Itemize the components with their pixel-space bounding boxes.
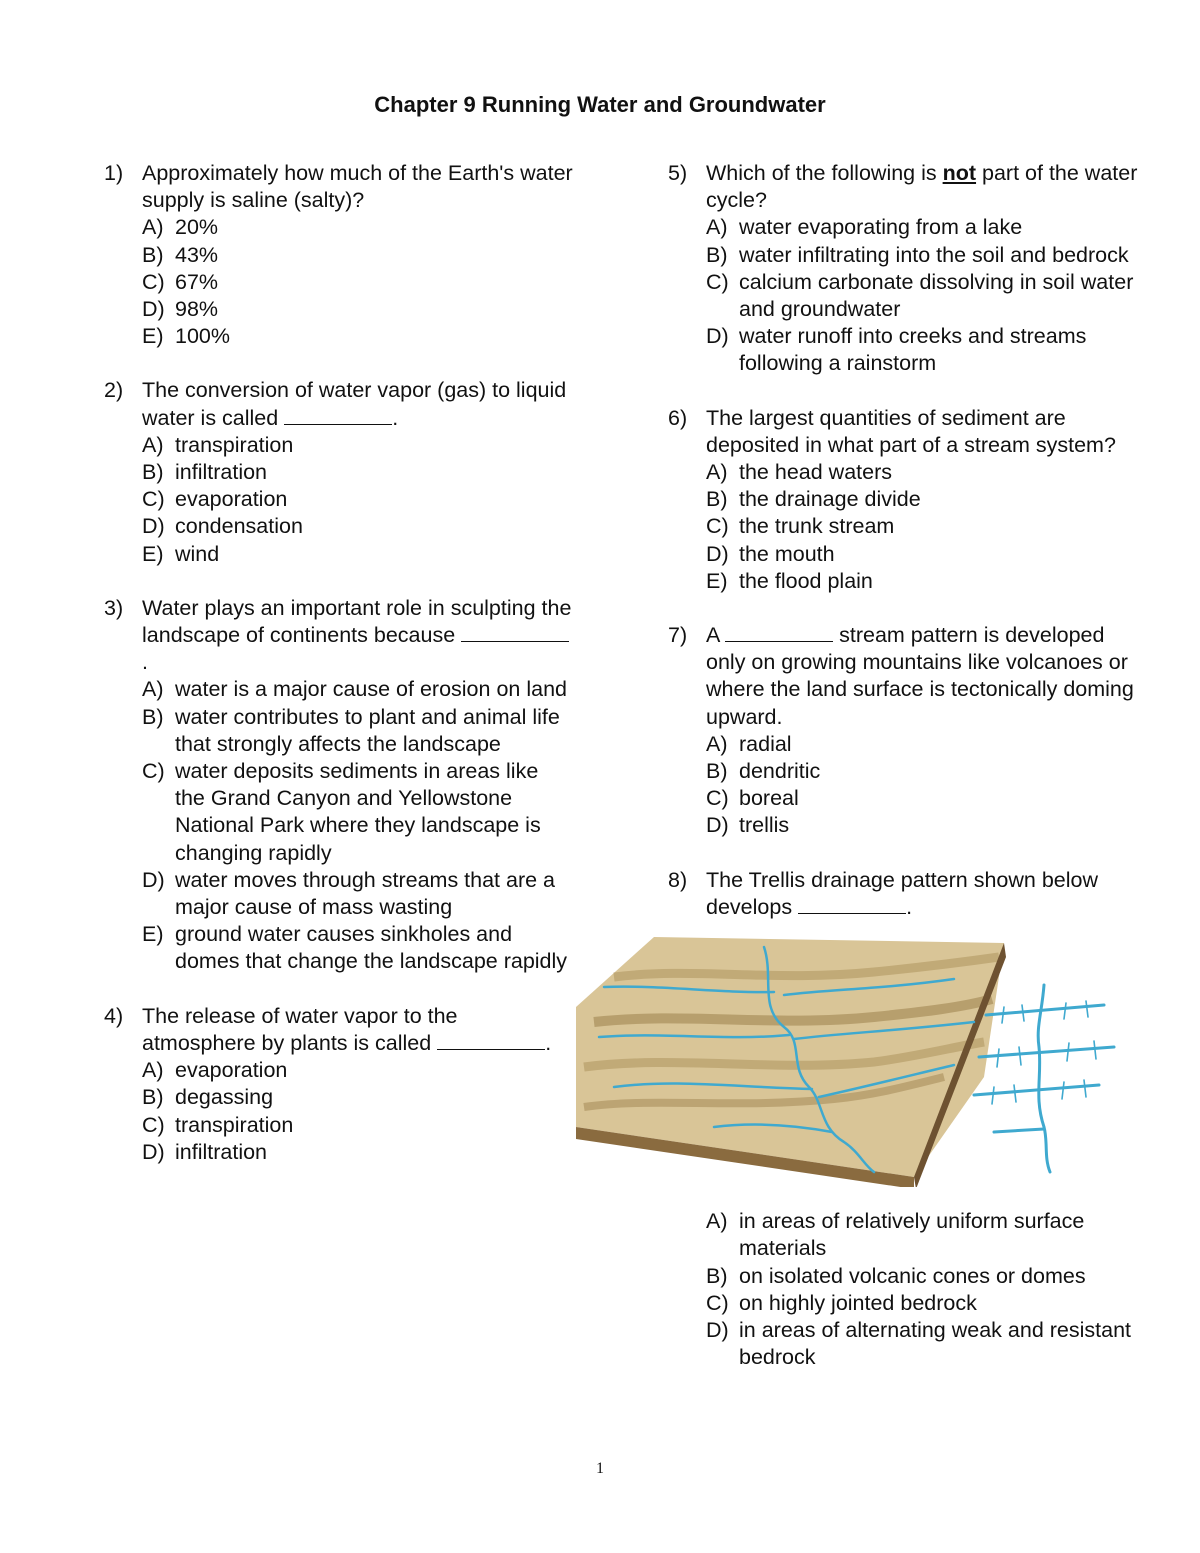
question-text: Approximately how much of the Earth's water supply is saline (salty)? (142, 161, 573, 213)
question-text-before: The conversion of water vapor (gas) to liquid water is called (142, 378, 567, 430)
question-4 (104, 1003, 574, 1166)
choice-item[interactable] (706, 459, 1138, 486)
choice-list (104, 214, 574, 350)
choice-item[interactable] (706, 269, 1138, 323)
choice-text: 43% (175, 242, 219, 267)
choice-item[interactable] (142, 867, 574, 921)
question-number: 6) (668, 405, 688, 430)
trellis-drainage-figure (574, 927, 1134, 1187)
choice-text: radial (739, 731, 792, 756)
choice-letter: B) (142, 242, 164, 267)
question-1 (104, 160, 574, 350)
choice-letter: B) (706, 1263, 728, 1288)
choice-text: the mouth (739, 541, 835, 566)
choice-letter: A) (706, 460, 728, 485)
choice-item[interactable] (142, 541, 574, 568)
choice-item[interactable] (142, 704, 574, 758)
choice-text: calcium carbonate dissolving in soil water and groundwater (739, 269, 1134, 322)
question-text-after: . (392, 405, 399, 430)
schematic-branch (994, 1129, 1044, 1132)
choice-text: ground water causes sinkholes and domes that change the landscape rapidly (175, 922, 568, 974)
choice-letter: D) (706, 1318, 729, 1343)
question-5 (668, 160, 1138, 378)
choice-item[interactable] (706, 1317, 1138, 1371)
choice-item[interactable] (142, 323, 574, 350)
choice-letter: C) (706, 269, 729, 294)
choice-text: 67% (175, 269, 219, 294)
choice-item[interactable] (142, 1084, 574, 1111)
choice-list (104, 676, 574, 975)
question-text (706, 622, 1138, 731)
choice-text: condensation (175, 514, 303, 539)
left-column (104, 160, 574, 1193)
choice-item[interactable] (142, 459, 574, 486)
page-title: Chapter 9 Running Water and Groundwater (374, 92, 826, 117)
choice-letter: C) (706, 514, 729, 539)
question-number: 7) (668, 623, 688, 648)
choice-text: 98% (175, 297, 219, 322)
question-2 (104, 377, 574, 567)
choice-item[interactable] (706, 1208, 1138, 1262)
choice-letter: D) (142, 867, 165, 892)
choice-item[interactable] (706, 1290, 1138, 1317)
schematic-rib (1062, 1082, 1064, 1099)
choice-text: water deposits sediments in areas like the Grand Canyon and Yellowstone National Park where they landscape is changing rapidly (175, 759, 541, 865)
choice-letter: A) (706, 731, 728, 756)
choice-letter: C) (142, 269, 165, 294)
schematic-rib (1086, 1001, 1088, 1017)
schematic-rib (1022, 1005, 1024, 1021)
choice-list (104, 432, 574, 568)
question-number: 8) (668, 867, 688, 892)
choice-item[interactable] (706, 323, 1138, 377)
question-text-after: stream pattern is developed only on growing mountains like volcanoes or where the land surface is tectonically doming upward. (706, 623, 1134, 729)
choice-letter: A) (142, 1058, 164, 1083)
choice-list (668, 1208, 1138, 1371)
question-text (142, 1003, 574, 1057)
question-number: 1) (104, 161, 124, 185)
choice-letter: C) (706, 1290, 729, 1315)
question-text: The largest quantities of sediment are deposited in what part of a stream system? (706, 405, 1116, 457)
choice-item[interactable] (706, 214, 1138, 241)
choice-letter: B) (706, 487, 728, 512)
choice-list (668, 731, 1138, 840)
choice-letter: E) (142, 324, 164, 349)
choice-letter: E) (142, 541, 164, 566)
choice-text: transpiration (175, 1112, 294, 1137)
choice-text: on highly jointed bedrock (739, 1290, 977, 1315)
page-number: 1 (596, 1460, 604, 1477)
question-number: 3) (104, 595, 124, 620)
answer-blank (284, 406, 392, 425)
question-3 (104, 595, 574, 976)
question-text (706, 867, 1138, 921)
question-text-after: . (906, 894, 913, 919)
choice-letter: E) (706, 568, 728, 593)
question-text-before: Water plays an important role in sculpting the landscape of continents because (142, 595, 572, 648)
emphasis-word: not (942, 161, 977, 185)
choice-item[interactable] (142, 242, 574, 269)
question-6 (668, 405, 1138, 595)
choice-letter: D) (142, 297, 165, 322)
schematic-rib (1019, 1047, 1021, 1065)
choice-item[interactable] (142, 269, 574, 296)
choice-letter: B) (142, 460, 164, 485)
choice-item[interactable] (706, 541, 1138, 568)
choice-text: 100% (175, 324, 230, 349)
choice-item[interactable] (142, 758, 574, 867)
choice-text: boreal (739, 786, 799, 811)
choice-text: infiltration (175, 1139, 268, 1164)
choice-item[interactable] (142, 296, 574, 323)
answer-blank (725, 623, 833, 642)
choice-letter: C) (142, 759, 165, 784)
choice-letter: D) (706, 324, 729, 349)
choice-letter: B) (706, 759, 728, 784)
choice-text: on isolated volcanic cones or domes (739, 1263, 1086, 1288)
question-text (706, 160, 1138, 214)
choice-letter: D) (706, 813, 729, 838)
choice-text: trellis (739, 813, 790, 838)
choice-text: infiltration (175, 460, 268, 485)
question-text-before: A (706, 623, 720, 648)
question-number: 5) (668, 161, 688, 185)
schematic-rib (1067, 1043, 1069, 1061)
choice-letter: C) (142, 1112, 165, 1137)
choice-item[interactable] (142, 432, 574, 459)
question-text-before: Which of the following is (706, 161, 943, 185)
choice-letter: D) (142, 514, 165, 539)
choice-list (104, 1057, 574, 1166)
choice-text: in areas of alternating weak and resistant bedrock (739, 1318, 1132, 1370)
choice-text: evaporation (175, 487, 288, 512)
choice-item[interactable] (142, 1112, 574, 1139)
choice-text: the head waters (739, 460, 892, 485)
choice-list (668, 214, 1138, 377)
choice-letter: C) (142, 487, 165, 512)
choice-item[interactable] (706, 513, 1138, 540)
choice-letter: B) (142, 1085, 164, 1110)
question-text-after: part of the water cycle? (706, 161, 1138, 213)
choice-text: the drainage divide (739, 487, 921, 512)
question-text-before: The release of water vapor to the atmosphere by plants is called (142, 1003, 458, 1055)
question-text (142, 377, 574, 431)
question-text (142, 595, 574, 677)
choice-list (668, 459, 1138, 595)
choice-item[interactable] (142, 1057, 574, 1084)
choice-letter: A) (142, 432, 164, 457)
choice-letter: C) (706, 786, 729, 811)
choice-text: water infiltrating into the soil and bedrock (739, 242, 1129, 267)
choice-text: the trunk stream (739, 514, 895, 539)
choice-item[interactable] (706, 785, 1138, 812)
choice-item[interactable] (142, 513, 574, 540)
schematic-rib (1064, 1003, 1066, 1019)
choice-letter: D) (706, 541, 729, 566)
schematic-trunk (1038, 985, 1050, 1172)
schematic-rib (1014, 1085, 1016, 1102)
choice-letter: A) (142, 215, 164, 240)
schematic-rib (992, 1087, 994, 1104)
choice-letter: D) (142, 1139, 165, 1164)
choice-item[interactable] (706, 1263, 1138, 1290)
question-number: 2) (104, 378, 124, 403)
choice-text: degassing (175, 1085, 274, 1110)
choice-item[interactable] (706, 731, 1138, 758)
choice-text: water runoff into creeks and streams following a rainstorm (739, 324, 1087, 376)
choice-item[interactable] (706, 758, 1138, 785)
choice-item[interactable] (706, 568, 1138, 595)
choice-item[interactable] (706, 242, 1138, 269)
answer-blank (437, 1031, 545, 1050)
schematic-rib (1094, 1041, 1096, 1059)
right-column (668, 160, 1138, 1399)
choice-letter: A) (706, 1209, 728, 1234)
choice-text: transpiration (175, 432, 294, 457)
question-text-after: . (142, 650, 148, 675)
choice-item[interactable] (142, 676, 574, 703)
choice-item[interactable] (142, 486, 574, 513)
schematic-rib (1084, 1080, 1086, 1097)
schematic-rib (1002, 1007, 1004, 1023)
schematic-rib (997, 1049, 999, 1067)
question-8 (668, 867, 1138, 1372)
choice-text: in areas of relatively uniform surface materials (739, 1209, 1085, 1261)
choice-text: evaporation (175, 1058, 288, 1083)
choice-item[interactable] (706, 812, 1138, 839)
question-text-before: The Trellis drainage pattern shown below develops (706, 867, 1098, 919)
choice-text: 20% (175, 215, 219, 240)
choice-text: water evaporating from a lake (739, 215, 1023, 240)
answer-blank (461, 623, 569, 642)
choice-letter: E) (142, 922, 164, 947)
choice-item[interactable] (706, 486, 1138, 513)
choice-text: wind (175, 541, 220, 566)
choice-item[interactable] (142, 921, 574, 975)
question-number: 4) (104, 1003, 124, 1028)
choice-item[interactable] (142, 1139, 574, 1166)
choice-text: water contributes to plant and animal life that strongly affects the landscape (175, 704, 560, 756)
choice-text: water moves through streams that are a major cause of mass wasting (175, 867, 556, 920)
choice-text: the flood plain (739, 568, 873, 593)
question-text-after: . (545, 1030, 552, 1055)
choice-letter: A) (706, 215, 728, 240)
choice-letter: B) (706, 242, 728, 267)
choice-text: dendritic (739, 759, 821, 784)
choice-text: water is a major cause of erosion on land (175, 677, 567, 702)
choice-letter: B) (142, 704, 164, 729)
choice-item[interactable] (142, 214, 574, 241)
answer-blank (798, 895, 906, 914)
choice-letter: A) (142, 677, 164, 702)
question-7 (668, 622, 1138, 840)
